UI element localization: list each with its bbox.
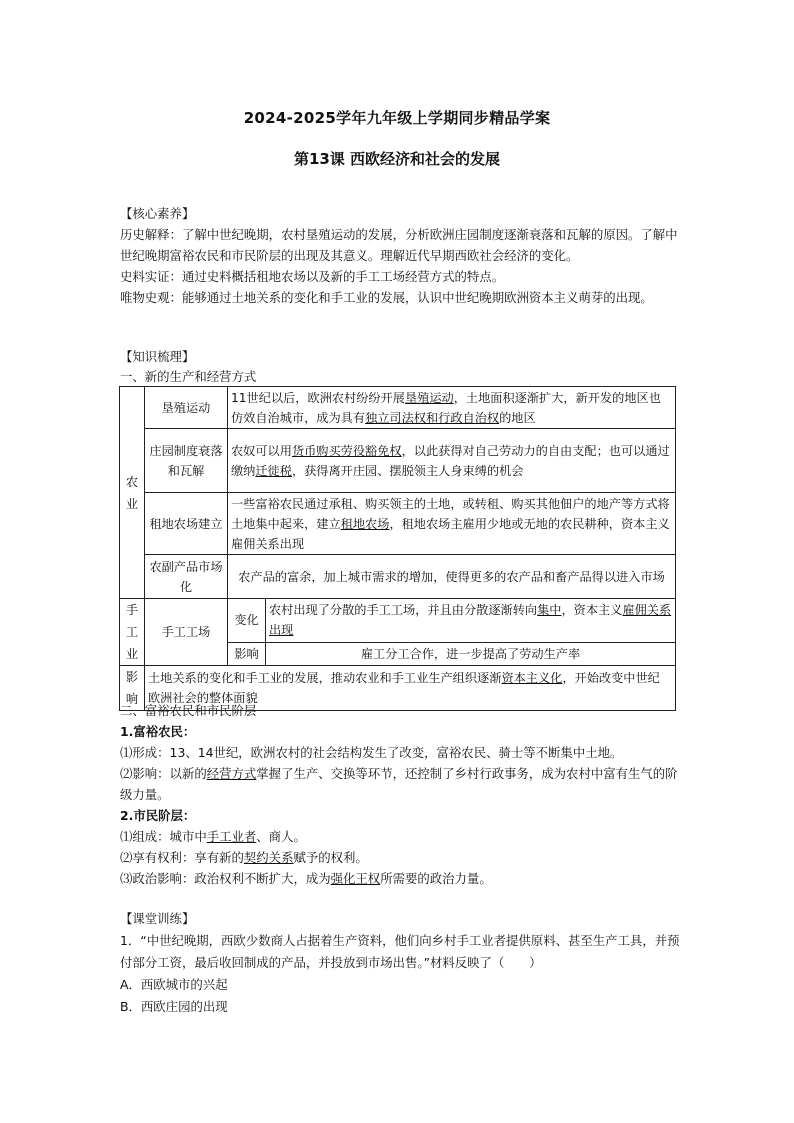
section-2 (120, 700, 680, 889)
practice-heading: 【课堂训练】 (120, 911, 195, 926)
effect-content: 雇工分工合作，进一步提高了劳动生产率 (266, 642, 676, 665)
effect-label: 影响 (228, 642, 266, 665)
question-1: 1．“中世纪晚期，西欧少数商人占据着生产资料，他们向乡村手工业者提供原料、甚至生产工具，并预付部分工资，最后收回制成的产品，并投放到市场出售。”材料反映了（ ） (120, 933, 680, 970)
table-row (120, 387, 676, 429)
workshop-label: 手工工场 (145, 599, 228, 666)
table-row (120, 493, 676, 555)
table-row (120, 599, 676, 643)
section-2-heading: 二、富裕农民和市民阶层 (120, 703, 257, 718)
lesson-title: 第13课 西欧经济和社会的发展 (293, 150, 501, 168)
option-b: B．西欧庄园的出现 (120, 999, 228, 1014)
table-row (120, 429, 676, 493)
practice-section (120, 908, 680, 1018)
option-a: A．西欧城市的兴起 (120, 977, 228, 992)
core-line-2: 史料实证：通过史料概括租地农场以及新的手工工场经营方式的特点。 (120, 269, 505, 284)
core-heading: 【核心素养】 (120, 206, 195, 221)
handicraft-label: 手工业 (120, 599, 145, 666)
core-literacy-section (120, 203, 680, 308)
change-label: 变化 (228, 599, 266, 643)
row-content: 农奴可以用货币购买劳役豁免权，以此获得对自己劳动力的自由支配；也可以通过缴纳迁徙税，获得离开庄园、摆脱领主人身束缚的机会 (228, 429, 676, 493)
knowledge-table (119, 386, 676, 711)
agriculture-label: 农业 (120, 387, 145, 599)
row-content: 11世纪以后，欧洲农村纷纷开展垦殖运动，土地面积逐渐扩大，新开发的地区也仿效自治城市，成为具有独立司法权和行政自治权的地区 (228, 387, 676, 429)
document-title: 2024-2025学年九年级上学期同步精品学案 (243, 109, 551, 127)
section-1-heading: 一、新的生产和经营方式 (120, 369, 257, 384)
core-line-1: 历史解释：了解中世纪晚期，农村垦殖运动的发展，分析欧洲庄园制度逐渐衰落和瓦解的原因。了解中世纪晚期富裕农民和市民阶层的出现及其意义。理解近代早期西欧社会经济的变化。 (120, 227, 678, 263)
knowledge-heading: 【知识梳理】 (120, 349, 195, 364)
rich-farmers-impact: ⑵影响：以新的经营方式掌握了生产、交换等环节，还控制了乡村行政事务，成为农村中富有生气的阶级力量。 (120, 766, 678, 802)
citizen-composition: ⑴组成：城市中手工业者、商人。 (120, 829, 306, 844)
change-content: 农村出现了分散的手工工场，并且由分散逐渐转向集中，资本主义雇佣关系出现 (266, 599, 676, 643)
row-content: 一些富裕农民通过承租、购买领主的土地，或转租、购买其他佃户的地产等方式将土地集中起来，建立租地农场，租地农场主雇用少地或无地的农民耕种，资本主义雇佣关系出现 (228, 493, 676, 555)
rich-farmers-title: 1.富裕农民： (120, 724, 196, 739)
citizen-title: 2.市民阶层： (120, 808, 196, 823)
citizen-rights: ⑵享有权利：享有新的契约关系赋予的权利。 (120, 850, 368, 865)
row-name: 庄园制度衰落和瓦解 (145, 429, 228, 493)
row-name: 租地农场建立 (145, 493, 228, 555)
impact-label: 影响 (120, 666, 145, 711)
rich-farmers-formation: ⑴形成：13、14世纪，欧洲农村的社会结构发生了改变，富裕农民、骑士等不断集中土地。 (120, 745, 623, 760)
row-name: 垦殖运动 (145, 387, 228, 429)
table-row (120, 555, 676, 599)
row-content: 农产品的富余，加上城市需求的增加，使得更多的农产品和畜产品得以进入市场 (228, 555, 676, 599)
citizen-politics: ⑶政治影响：政治权利不断扩大，成为强化王权所需要的政治力量。 (120, 871, 492, 886)
row-name: 农副产品市场化 (145, 555, 228, 599)
impact-content: 土地关系的变化和手工业的发展，推动农业和手工业生产组织逐渐资本主义化，开始改变中世纪欧洲社会的整体面貌 (145, 666, 676, 711)
core-line-3: 唯物史观：能够通过土地关系的变化和手工业的发展，认识中世纪晚期欧洲资本主义萌芽的出现。 (120, 290, 653, 305)
